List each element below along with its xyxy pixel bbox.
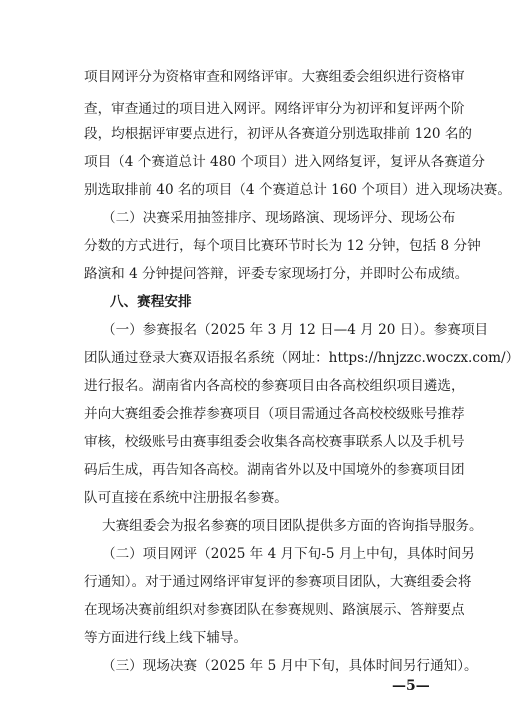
body-line-2: 查，审查通过的项目进入网评。网络评审分为初评和复评两个阶	[84, 101, 465, 117]
page-number: —5—	[392, 678, 430, 694]
paragraph-3-line-3: 进行报名。湖南省内各高校的参赛项目由各高校组织项目遴选，	[84, 378, 465, 394]
paragraph-2-line-3: 路演和 4 分钟提问答辩，评委专家现场打分，并即时公布成绩。	[84, 266, 469, 282]
paragraph-3-line-6: 码后生成，再告知各高校。湖南省外以及中国境外的参赛项目团	[84, 462, 465, 478]
section-heading: 八、赛程安排	[110, 294, 192, 310]
body-line-5: 别选取排前 40 名的项目（4 个赛道总计 160 个项目）进入现场决赛。	[84, 182, 511, 198]
paragraph-6-line-1: （三）现场决赛（2025 年 5 月中下旬，具体时间另行通知）。	[102, 658, 478, 674]
paragraph-5-line-4: 等方面进行线上线下辅导。	[84, 630, 248, 646]
body-line-3: 段，均根据评审要点进行，初评从各赛道分别选取排前 120 名的	[84, 126, 473, 142]
paragraph-3-line-5: 审核，校级账号由赛事组委会收集各高校赛事联系人以及手机号	[84, 434, 465, 450]
paragraph-3-line-4: 并向大赛组委会推荐参赛项目（项目需通过各高校校级账号推荐	[84, 406, 465, 422]
paragraph-5-line-1: （二）项目网评（2025 年 4 月下旬-5 月上中旬，具体时间另	[102, 546, 475, 562]
paragraph-2-line-1: （二）决赛采用抽签排序、现场路演、现场评分、现场公布	[102, 210, 456, 226]
paragraph-4-line-1: 大赛组委会为报名参赛的项目团队提供多方面的咨询指导服务。	[102, 518, 483, 534]
paragraph-3-line-7: 队可直接在系统中注册报名参赛。	[84, 490, 288, 506]
paragraph-3-line-2: 团队通过登录大赛双语报名系统（网址：https://hnjzzc.woczx.com/）	[84, 350, 519, 366]
paragraph-3-line-1: （一）参赛报名（2025 年 3 月 12 日—4 月 20 日）。参赛项目	[102, 322, 489, 338]
paragraph-2-line-2: 分数的方式进行，每个项目比赛环节时长为 12 分钟，包括 8 分钟	[84, 238, 481, 254]
paragraph-5-line-3: 在现场决赛前组织对参赛团队在参赛规则、路演展示、答辩要点	[84, 602, 465, 618]
body-line-4: 项目（4 个赛道总计 480 个项目）进入网络复评，复评从各赛道分	[84, 154, 485, 170]
body-line-1: 项目网评分为资格审查和网络评审。大赛组委会组织进行资格审	[84, 69, 465, 85]
paragraph-5-line-2: 行通知）。对于通过网络评审复评的参赛项目团队，大赛组委会将	[84, 574, 472, 590]
